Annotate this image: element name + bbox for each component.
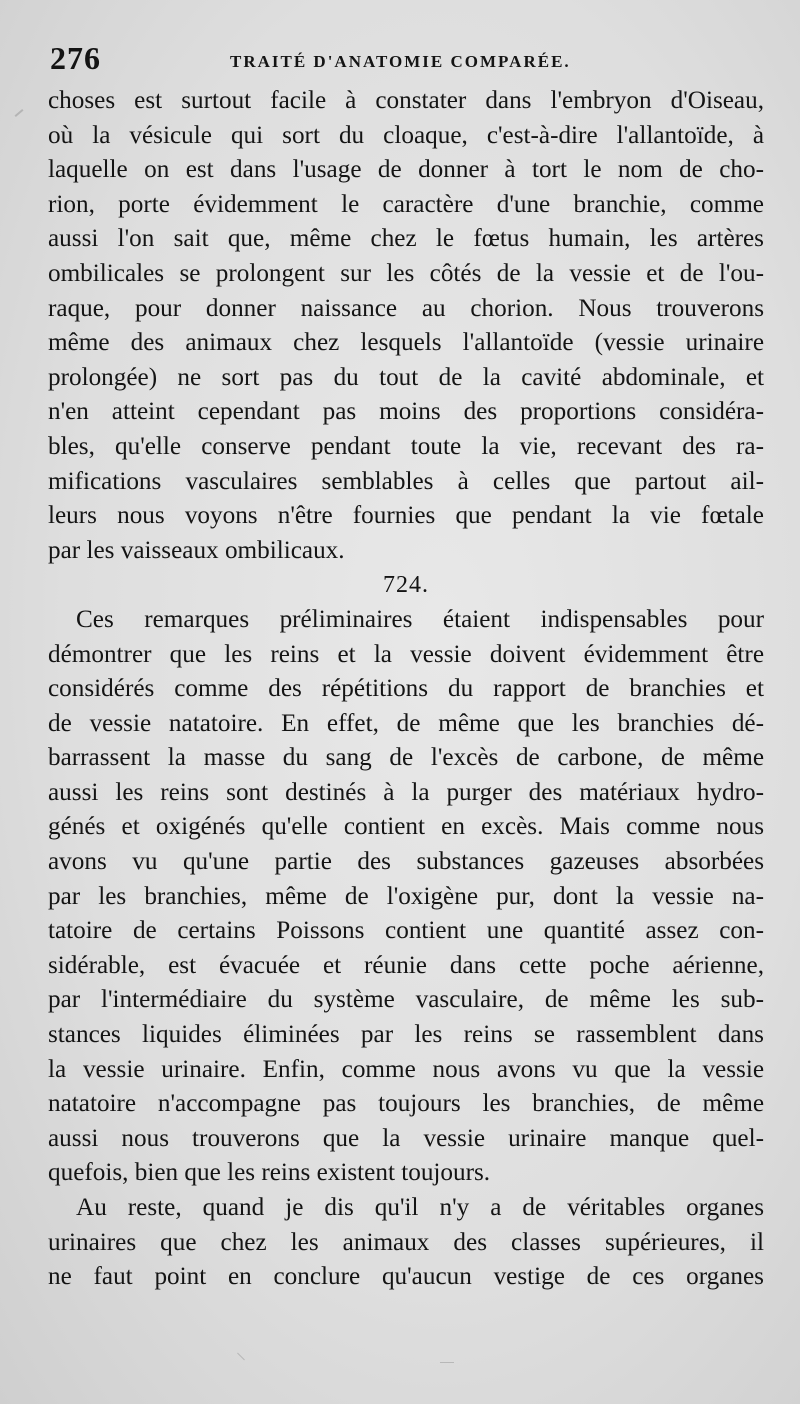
text-line: natatoire n'accompagne pas toujours les branchies, de même xyxy=(48,1090,764,1118)
text-line: n'en atteint cependant pas moins des proportions considéra- xyxy=(48,398,764,426)
section-number: 724. xyxy=(383,572,429,599)
text-line: quefois, bien que les reins existent toujours. xyxy=(48,1159,491,1187)
body-text xyxy=(48,84,764,1295)
text-line: démontrer que les reins et la vessie doivent évidemment être xyxy=(48,640,764,668)
text-line: bles, qu'elle conserve pendant toute la vie, recevant des ra- xyxy=(48,432,764,460)
text-line: de vessie natatoire. En effet, de même que les branchies dé- xyxy=(48,709,764,737)
text-line: tatoire de certains Poissons contient une quantité assez con- xyxy=(48,917,764,945)
text-line: où la vésicule qui sort du cloaque, c'est-à-dire l'allantoïde, à xyxy=(48,121,764,149)
text-line: avons vu qu'une partie des substances gazeuses absorbées xyxy=(48,848,764,876)
text-line: raque, pour donner naissance au chorion. Nous trouverons xyxy=(48,294,764,322)
text-line: aussi l'on sait que, même chez le fœtus humain, les artères xyxy=(48,225,764,253)
text-line: ne faut point en conclure qu'aucun vestige de ces organes xyxy=(48,1263,764,1291)
text-line: même des animaux chez lesquels l'allantoïde (vessie urinaire xyxy=(48,329,764,357)
text-line: mifications vasculaires semblables à celles que partout ail- xyxy=(48,467,764,495)
text-line: la vessie urinaire. Enfin, comme nous avons vu que la vessie xyxy=(48,1055,764,1083)
text-line: rion, porte évidemment le caractère d'une branchie, comme xyxy=(48,190,764,218)
text-line: leurs nous voyons n'être fournies que pendant la vie fœtale xyxy=(48,502,764,530)
paragraph-1 xyxy=(48,84,764,568)
scan-artifact xyxy=(15,109,24,117)
text-line: choses est surtout facile à constater dans l'embryon d'Oiseau, xyxy=(48,87,764,114)
text-line: génés et oxigénés qu'elle contient en excès. Mais comme nous xyxy=(48,813,764,841)
text-line: aussi les reins sont destinés à la purger des matériaux hydro- xyxy=(48,778,764,806)
text-line: considérés comme des répétitions du rapport de branchies et xyxy=(48,675,764,703)
text-line: barrassent la masse du sang de l'excès de carbone, de même xyxy=(48,744,764,772)
scan-artifact xyxy=(440,1362,454,1363)
text-line: Au reste, quand je dis qu'il n'y a de véritables organes xyxy=(76,1194,764,1221)
text-line: par l'intermédiaire du système vasculaire, de même les sub- xyxy=(48,986,764,1014)
page-header xyxy=(50,40,770,80)
text-line: urinaires que chez les animaux des classes supérieures, il xyxy=(48,1228,764,1256)
text-line: laquelle on est dans l'usage de donner à tort le nom de cho- xyxy=(48,156,764,184)
text-line: aussi nous trouverons que la vessie urinaire manque quel- xyxy=(48,1124,764,1152)
text-line: stances liquides éliminées par les reins se rassemblent dans xyxy=(48,1021,764,1049)
text-line: Ces remarques préliminaires étaient indispensables pour xyxy=(76,605,764,633)
running-title: TRAITÉ D'ANATOMIE COMPARÉE. xyxy=(230,52,571,71)
text-line: par les vaisseaux ombilicaux. xyxy=(48,536,345,564)
text-line: ombilicales se prolongent sur les côtés de la vessie et de l'ou- xyxy=(48,259,764,287)
scan-artifact xyxy=(237,1353,245,1361)
paragraph-2 xyxy=(48,603,764,1191)
paragraph-3 xyxy=(48,1191,764,1295)
text-line: sidérable, est évacuée et réunie dans cette poche aérienne, xyxy=(48,951,764,979)
page-number: 276 xyxy=(50,40,101,76)
text-line: par les branchies, même de l'oxigène pur, dont la vessie na- xyxy=(48,882,764,910)
text-line: prolongée) ne sort pas du tout de la cavité abdominale, et xyxy=(48,363,764,391)
